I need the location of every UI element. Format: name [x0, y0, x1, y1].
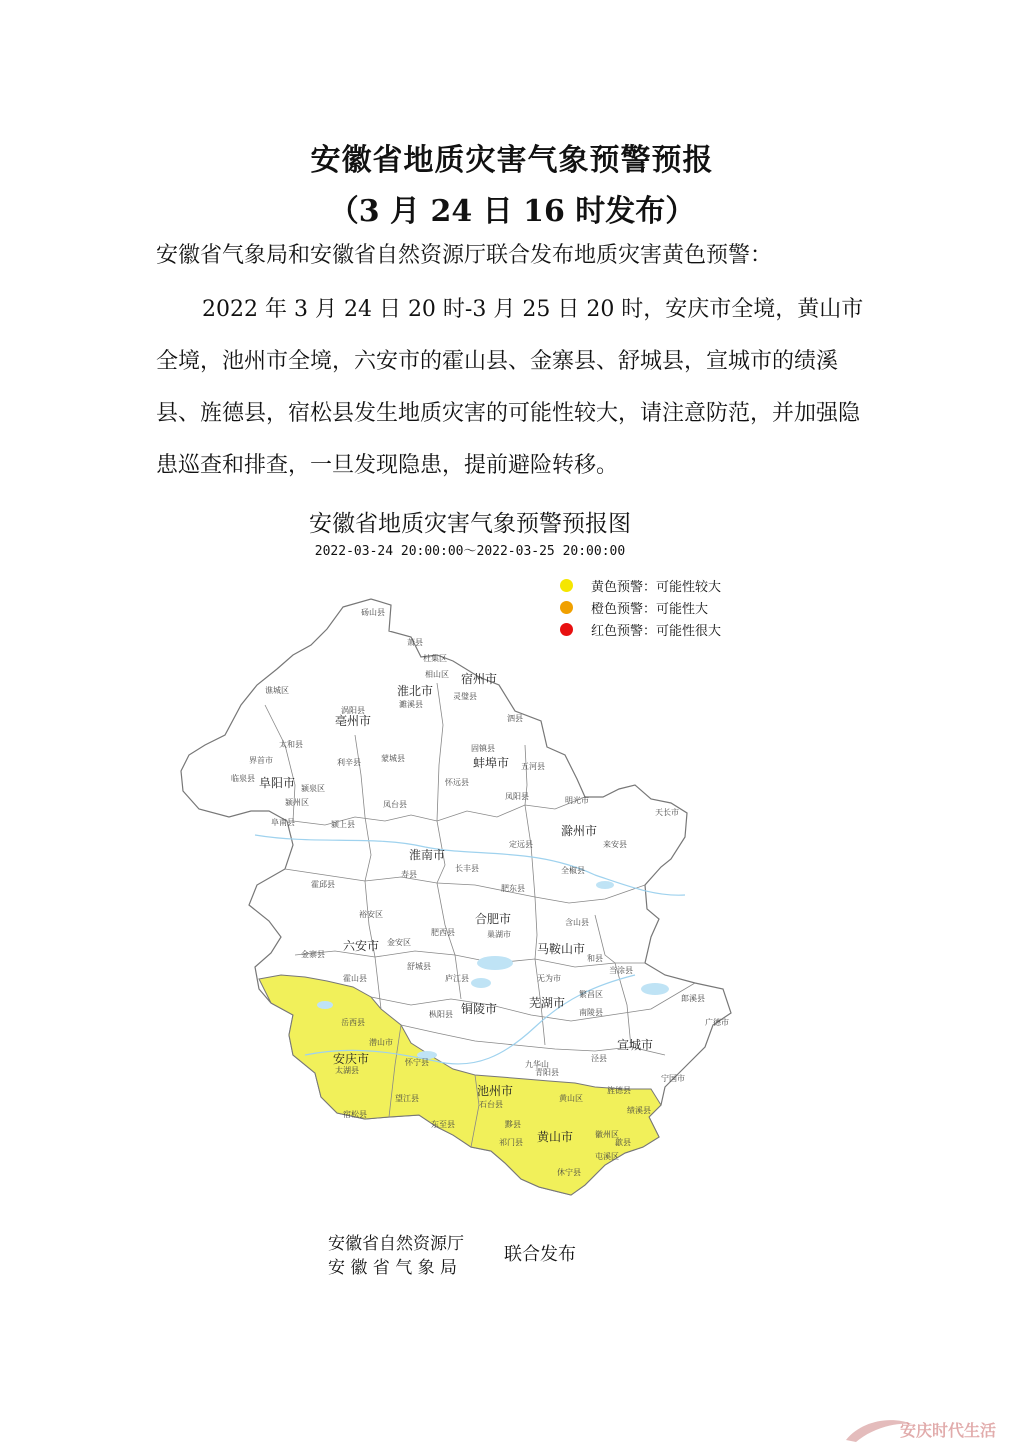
city-label: 宿州市: [461, 672, 498, 686]
county-label: 东至县: [431, 1120, 455, 1129]
county-label: 金寨县: [301, 950, 325, 959]
issuer-line: 安徽省自然资源厅: [328, 1234, 464, 1254]
county-label: 黄山区: [559, 1094, 583, 1103]
county-label: 太湖县: [335, 1066, 359, 1075]
city-label: 亳州市: [335, 714, 372, 728]
city-label: 淮南市: [409, 848, 446, 862]
city-label: 安庆市: [333, 1052, 370, 1066]
orange-dot-icon: [560, 601, 573, 614]
county-label: 泗县: [507, 714, 523, 723]
county-label: 屯溪区: [595, 1152, 619, 1161]
county-label: 巢湖市: [487, 930, 511, 939]
county-label: 岳西县: [341, 1018, 365, 1027]
county-label: 潜山市: [369, 1038, 393, 1047]
county-label: 怀宁县: [405, 1058, 429, 1067]
county-label: 繁昌区: [579, 990, 603, 999]
county-label: 庐江县: [445, 974, 469, 983]
county-label: 当涂县: [609, 966, 633, 975]
anhui-warning-map: [175, 585, 735, 1215]
city-label: 宣城市: [617, 1038, 654, 1052]
city-label: 阜阳市: [259, 776, 296, 790]
county-label: 祁门县: [499, 1138, 523, 1147]
county-label: 萧县: [407, 638, 423, 647]
city-label: 马鞍山市: [537, 942, 586, 956]
city-label: 六安市: [343, 939, 380, 953]
county-label: 徽州区: [595, 1130, 619, 1139]
county-label: 濉溪县: [399, 700, 423, 709]
county-label: 颍泉区: [301, 784, 325, 793]
county-label: 凤台县: [383, 800, 407, 809]
county-label: 定远县: [509, 840, 533, 849]
city-label: 合肥市: [475, 912, 512, 926]
city-label: 芜湖市: [529, 996, 566, 1010]
county-label: 凤阳县: [505, 792, 529, 801]
issuer-block: [328, 1232, 464, 1280]
city-label: 池州市: [477, 1084, 514, 1098]
county-label: 休宁县: [557, 1168, 581, 1177]
yellow-dot-icon: [560, 579, 573, 592]
county-label: 青阳县: [535, 1068, 559, 1077]
county-label: 杜集区: [423, 654, 447, 663]
legend-item-red: [560, 618, 721, 640]
county-label: 旌德县: [607, 1086, 631, 1095]
county-label: 含山县: [565, 918, 589, 927]
body-paragraph: 2022 年 3 月 24 日 20 时-3 月 25 日 20 时，安庆市全境，黄山市全境，池州市全境，六安市的霍山县、金寨县、舒城县，宣城市的绩溪县、旌德县，宿松县发生地质灾害的可能性较大，请注意防范，并加强隐患巡查和排查，一旦发现隐患，提前避险转移。: [156, 297, 864, 478]
red-dot-icon: [560, 623, 573, 636]
county-label: 宿松县: [343, 1110, 367, 1119]
city-label: 淮北市: [397, 684, 434, 698]
county-label: 砀山县: [361, 608, 385, 617]
county-label: 黟县: [505, 1120, 521, 1129]
county-label: 宁国市: [661, 1074, 685, 1083]
legend-item-orange: [560, 596, 721, 618]
county-label: 九华山: [525, 1060, 549, 1069]
county-label: 利辛县: [337, 758, 361, 767]
county-label: 谯城区: [265, 686, 289, 695]
joint-release-label: 联合发布: [504, 1244, 576, 1265]
county-label: 肥东县: [501, 884, 525, 893]
county-label: 阜南县: [271, 818, 295, 827]
legend-item-yellow: [560, 574, 721, 596]
county-label: 石台县: [479, 1100, 503, 1109]
county-label: 广德市: [705, 1018, 729, 1027]
county-label: 五河县: [521, 762, 545, 771]
map-title: 安徽省地质灾害气象预警预报图: [309, 511, 631, 537]
county-label: 金安区: [387, 938, 411, 947]
legend-label: 黄色预警：可能性较大: [591, 579, 722, 595]
county-label: 相山区: [425, 670, 449, 679]
intro-paragraph: 安徽省气象局和安徽省自然资源厅联合发布地质灾害黄色预警：: [156, 243, 773, 268]
county-label: 霍邱县: [311, 880, 335, 889]
county-label: 和县: [587, 954, 603, 963]
county-label: 颍州区: [285, 798, 309, 807]
county-label: 歙县: [615, 1138, 631, 1147]
county-label: 寿县: [401, 870, 417, 879]
county-label: 界首市: [249, 756, 273, 765]
watermark-logo: [842, 1410, 1020, 1446]
county-label: 临泉县: [231, 774, 255, 783]
county-label: 明光市: [565, 796, 589, 805]
document-subtitle: （3 月 24 日 16 时发布）: [328, 194, 696, 229]
county-label: 肥西县: [431, 928, 455, 937]
county-label: 无为市: [537, 974, 561, 983]
county-label: 长丰县: [455, 864, 479, 873]
city-label: 滁州市: [561, 824, 598, 838]
city-label: 蚌埠市: [473, 756, 510, 770]
county-label: 蒙城县: [381, 754, 405, 763]
county-label: 固镇县: [471, 744, 495, 753]
legend-label: 橙色预警：可能性大: [591, 601, 709, 617]
county-label: 涡阳县: [341, 706, 365, 715]
county-label: 南陵县: [579, 1008, 603, 1017]
county-label: 天长市: [655, 808, 679, 817]
issuer-line: 安 徽 省 气 象 局: [328, 1258, 458, 1278]
county-label: 泾县: [591, 1054, 607, 1063]
county-label: 太和县: [279, 740, 303, 749]
document-title: 安徽省地质灾害气象预警预报: [310, 143, 714, 178]
county-label: 怀远县: [445, 778, 469, 787]
svg-text:安庆时代生活: 安庆时代生活: [900, 1421, 997, 1440]
county-label: 颍上县: [331, 820, 355, 829]
city-label: 黄山市: [537, 1130, 574, 1144]
county-label: 舒城县: [407, 962, 431, 971]
county-label: 来安县: [603, 840, 627, 849]
county-label: 灵璧县: [453, 692, 477, 701]
map-period: 2022-03-24 20:00:00～2022-03-25 20:00:00: [314, 544, 626, 559]
county-label: 望江县: [395, 1094, 419, 1103]
county-label: 霍山县: [343, 974, 367, 983]
county-label: 枞阳县: [429, 1010, 453, 1019]
city-label: 铜陵市: [461, 1002, 498, 1016]
county-label: 全椒县: [561, 866, 585, 875]
county-label: 郎溪县: [681, 994, 705, 1003]
county-label: 绩溪县: [627, 1106, 651, 1115]
county-label: 裕安区: [359, 910, 383, 919]
map-legend: [560, 574, 721, 640]
legend-label: 红色预警：可能性很大: [591, 623, 722, 639]
